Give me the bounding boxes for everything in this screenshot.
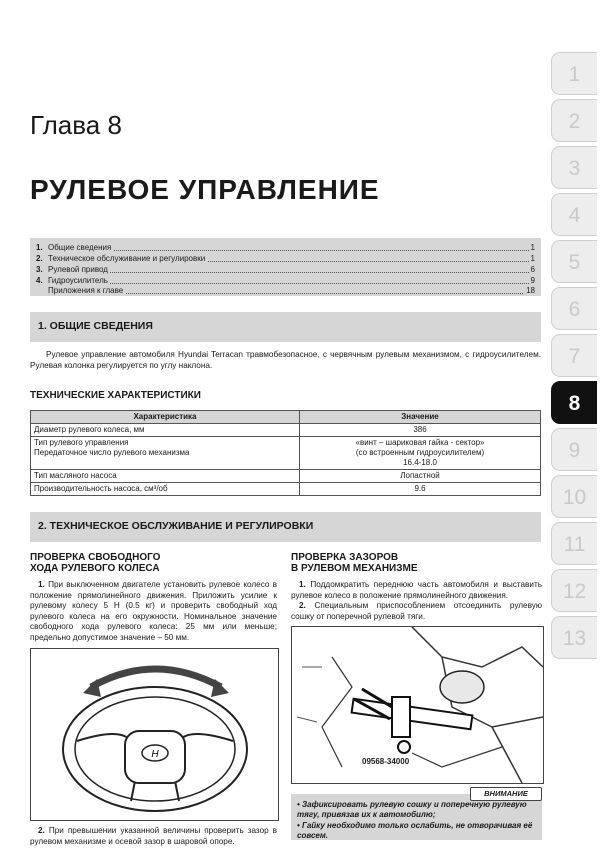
section-1-title: 1. ОБЩИЕ СВЕДЕНИЯ bbox=[38, 320, 153, 332]
toc-label: Рулевой привод bbox=[48, 265, 108, 274]
toc-num: 3. bbox=[36, 265, 43, 274]
toc-num: 4. bbox=[36, 276, 43, 285]
table-row bbox=[31, 483, 541, 496]
spec-value: «винт – шариковая гайка - сектор» bbox=[355, 438, 485, 447]
table-of-contents bbox=[30, 238, 541, 296]
spec-value: 9.6 bbox=[300, 483, 541, 496]
warning-label: ВНИМАНИЕ bbox=[470, 787, 542, 801]
table-row bbox=[31, 424, 541, 437]
step-text: Поддомкратить переднюю часть автомобиля и выставить рулевое колесо в положение прямолинейного движения. bbox=[291, 580, 542, 600]
chapter-tab-4[interactable]: 4 bbox=[551, 193, 597, 236]
specs-col-header: Характеристика bbox=[31, 411, 300, 424]
steering-gear-tool-illustration bbox=[291, 626, 544, 784]
warning-item-text: Зафиксировать рулевую сошку и поперечную рулевую тягу, привязав их к автомобилю; bbox=[297, 800, 527, 819]
chapter-tab-13[interactable]: 13 bbox=[551, 616, 597, 659]
left-heading bbox=[30, 552, 160, 574]
step-text: При превышении указанной величины проверить зазор в рулевом механизме и осевой зазор в шаровой опоре. bbox=[30, 826, 278, 846]
toc-page: 1 bbox=[530, 254, 535, 263]
spec-name: Тип масляного насоса bbox=[31, 470, 300, 483]
toc-row[interactable] bbox=[36, 242, 535, 253]
right-step-1 bbox=[291, 580, 542, 601]
spec-value: 16.4-18.0 bbox=[403, 458, 437, 467]
step-number: 1. bbox=[299, 580, 306, 589]
chapter-tab-8-active[interactable]: 8 bbox=[551, 381, 597, 424]
chapter-tab-11[interactable]: 11 bbox=[551, 522, 597, 565]
steering-wheel-illustration bbox=[30, 648, 279, 821]
spec-name: Производительность насоса, см³/об bbox=[31, 483, 300, 496]
left-heading-line: ПРОВЕРКА СВОБОДНОГО bbox=[30, 552, 161, 563]
chapter-tab-2[interactable]: 2 bbox=[551, 99, 597, 142]
spec-name: Тип рулевого управления bbox=[34, 438, 129, 447]
left-step-2 bbox=[30, 826, 277, 847]
section-1-text: Рулевое управление автомобиля Hyundai Terracan травмобезопасное, с червячным рулевым механизмом, с гидроусилителем. Рулевая колонка регулируется по углу наклона. bbox=[30, 350, 541, 370]
chapter-tab-1[interactable]: 1 bbox=[551, 52, 597, 95]
specs-col-header: Значение bbox=[300, 411, 541, 424]
right-step-2 bbox=[291, 601, 542, 622]
table-row bbox=[31, 470, 541, 483]
step-number: 2. bbox=[38, 826, 45, 835]
warning-box bbox=[291, 789, 542, 840]
step-number: 1. bbox=[38, 580, 45, 589]
toc-page: 6 bbox=[530, 265, 535, 274]
chapter-tab-5[interactable]: 5 bbox=[551, 240, 597, 283]
step-text: При выключенном двигателе установить рулевое колесо в положение прямолинейного движения. Приложить усилие к рулевому колесу 5 Н (0.5 кг) и проверить свободный ход рулевого колеса на его окружности. Номинальное значение свободного хода рулевого колеса: 25 мм или меньше; предельно допустимое значение – 50 мм. bbox=[30, 580, 278, 642]
puller-tool-icon bbox=[292, 627, 543, 783]
chapter-label: Глава 8 bbox=[30, 110, 122, 140]
toc-label: Техническое обслуживание и регулировки bbox=[48, 254, 206, 263]
spec-value: 386 bbox=[300, 424, 541, 437]
page-title: РУЛЕВОЕ УПРАВЛЕНИЕ bbox=[30, 174, 380, 205]
section-2-title: 2. ТЕХНИЧЕСКОЕ ОБСЛУЖИВАНИЕ И РЕГУЛИРОВКИ bbox=[38, 520, 314, 532]
spec-name: Передаточное число рулевого механизма bbox=[34, 448, 190, 457]
specs-table bbox=[30, 410, 541, 496]
toc-label: Приложения к главе bbox=[48, 286, 124, 295]
toc-num: 1. bbox=[36, 243, 43, 252]
step-number: 2. bbox=[299, 601, 306, 610]
chapter-tab-12[interactable]: 12 bbox=[551, 569, 597, 612]
spec-value: (со встроенным гидроусилителем) bbox=[355, 448, 485, 457]
left-heading-line: ХОДА РУЛЕВОГО КОЛЕСА bbox=[30, 563, 160, 574]
toc-page: 1 bbox=[530, 243, 535, 252]
left-step-1 bbox=[30, 580, 277, 643]
toc-row[interactable] bbox=[36, 264, 535, 275]
chapter-tab-7[interactable]: 7 bbox=[551, 334, 597, 377]
chapter-tabs bbox=[551, 52, 600, 663]
spec-value: Лопастной bbox=[300, 470, 541, 483]
step-text: Специальным приспособлением отсоединить рулевую сошку от поперечной рулевой тяги. bbox=[291, 601, 542, 621]
section-1-header bbox=[30, 312, 541, 342]
right-heading bbox=[291, 552, 418, 574]
toc-label: Общие сведения bbox=[48, 243, 112, 252]
tool-code: 09568-34000 bbox=[362, 757, 410, 766]
chapter-tab-9[interactable]: 9 bbox=[551, 428, 597, 471]
toc-label: Гидроусилитель bbox=[48, 276, 108, 285]
right-heading-line: В РУЛЕВОМ МЕХАНИЗМЕ bbox=[291, 563, 418, 574]
right-heading-line: ПРОВЕРКА ЗАЗОРОВ bbox=[291, 552, 399, 563]
toc-row[interactable] bbox=[36, 253, 535, 264]
chapter-tab-10[interactable]: 10 bbox=[551, 475, 597, 518]
toc-row[interactable] bbox=[36, 285, 535, 296]
chapter-tab-3[interactable]: 3 bbox=[551, 146, 597, 189]
chapter-tab-6[interactable]: 6 bbox=[551, 287, 597, 330]
warning-item: • Зафиксировать рулевую сошку и поперечную рулевую тягу, привязав их к автомобилю; bbox=[297, 800, 527, 819]
toc-page: 18 bbox=[526, 286, 535, 295]
warning-item-text: Гайку необходимо только ослабить, не отворачивая её совсем. bbox=[297, 821, 533, 840]
toc-num: 2. bbox=[36, 254, 43, 263]
svg-text:H: H bbox=[151, 749, 159, 760]
spec-name: Диаметр рулевого колеса, мм bbox=[31, 424, 300, 437]
section-2-header bbox=[30, 512, 541, 542]
warning-item: • Гайку необходимо только ослабить, не отворачивая её совсем. bbox=[297, 821, 533, 840]
specs-heading: ТЕХНИЧЕСКИЕ ХАРАКТЕРИСТИКИ bbox=[30, 390, 201, 401]
steering-wheel-icon bbox=[31, 649, 278, 820]
toc-page: 9 bbox=[530, 276, 535, 285]
table-row bbox=[31, 437, 541, 470]
spec-name bbox=[34, 458, 296, 468]
